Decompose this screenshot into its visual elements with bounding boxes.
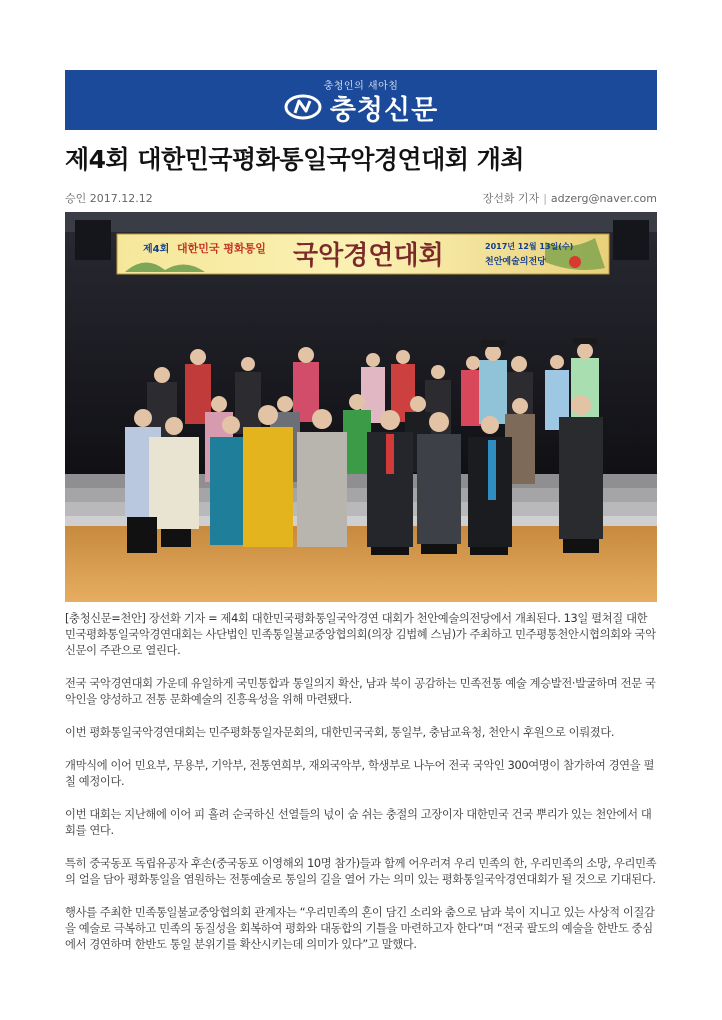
article-body: [65, 611, 657, 970]
reporter-name: 장선화 기자: [482, 192, 540, 205]
byline: [483, 190, 657, 206]
newspaper-name: 충청신문: [329, 94, 439, 126]
banner-round: 제4회: [143, 244, 170, 255]
article-meta: [65, 190, 657, 206]
body-paragraph: 개막식에 이어 민요부, 무용부, 기악부, 전통연희부, 재외국악부, 학생부로 나누어 전국 국악인 300여명이 참가하여 경연을 펼칠 예정이다.: [65, 759, 655, 788]
newspaper-masthead: [65, 70, 657, 130]
body-paragraph: [충청신문=천안] 장선화 기자 = 제4회 대한민국평화통일국악경연 대회가 천안예술의전당에서 개최된다. 13일 펼쳐질 대한민국평화통일국악경연대회는 사단법인 민족통일불교중앙협의회(의장 김법혜 스님)가 주최하고 민주평통천안시협의회와 국악신문이 주관으로 열린다.: [65, 612, 656, 657]
banner-main: 국악경연대회: [293, 241, 444, 271]
body-paragraph: 이번 대회는 지난해에 이어 피 흘려 순국하신 선열들의 넋이 숨 쉬는 충절의 고장이자 대한민국 건국 뿌리가 있는 천안에서 대회를 연다.: [65, 808, 652, 837]
body-paragraph: 전국 국악경연대회 가운데 유일하게 국민통합과 통일의지 확산, 남과 북이 공감하는 민족전통 예술 계승발전·발굴하며 전문 국악인을 양성하고 전통 문화예술의 진흥육성을 위해 마련됐다.: [65, 677, 656, 706]
masthead-brand[interactable]: [65, 90, 657, 124]
body-paragraph: 이번 평화통일국악경연대회는 민주평화통일자문회의, 대한민국국회, 통일부, 충남교육청, 천안시 후원으로 이뤄졌다.: [65, 726, 615, 739]
banner-date: 2017년 12월 13일(수): [485, 242, 574, 251]
cn-logo-icon: [284, 94, 322, 120]
reporter-email[interactable]: adzerg@naver.com: [550, 192, 657, 205]
group-photo-illustration: [65, 212, 657, 602]
banner-venue: 천안예술의전당: [485, 257, 546, 267]
article-title: 제4회 대한민국평화통일국악경연대회 개최: [65, 145, 525, 174]
banner-line1: 대한민국 평화통일: [177, 242, 266, 255]
body-paragraph: 특히 중국동포 독립유공자 후손(중국동포 이영해외 10명 참가)들과 함께 어우러져 우리 민족의 한, 우리민족의 소망, 우리민족의 얼을 담아 평화통일을 염원하는 전통예술로 통일의 길을 열어 가는 의미 있는 평화통일국악경연대회가 될 것으로 기대된다.: [65, 857, 657, 886]
article-photo: [65, 212, 657, 602]
masthead-slogan: 충청인의 새아침: [323, 81, 399, 92]
byline-separator: |: [543, 192, 547, 205]
approved-date: 승인 2017.12.12: [65, 192, 153, 205]
body-paragraph: 행사를 주최한 민족통일불교중앙협의회 관계자는 “우리민족의 혼이 담긴 소리와 춤으로 남과 북이 지니고 있는 사상적 이질감을 예술로 극복하고 민족의 동질성을 회복하여 평화와 대동합의 기틀을 마련하고자 한다”며 “전국 팔도의 예술을 한반도 중심에서 경연하며 한반도 통일 분위기를 확산시키는데 의미가 있다”고 말했다.: [65, 906, 655, 951]
